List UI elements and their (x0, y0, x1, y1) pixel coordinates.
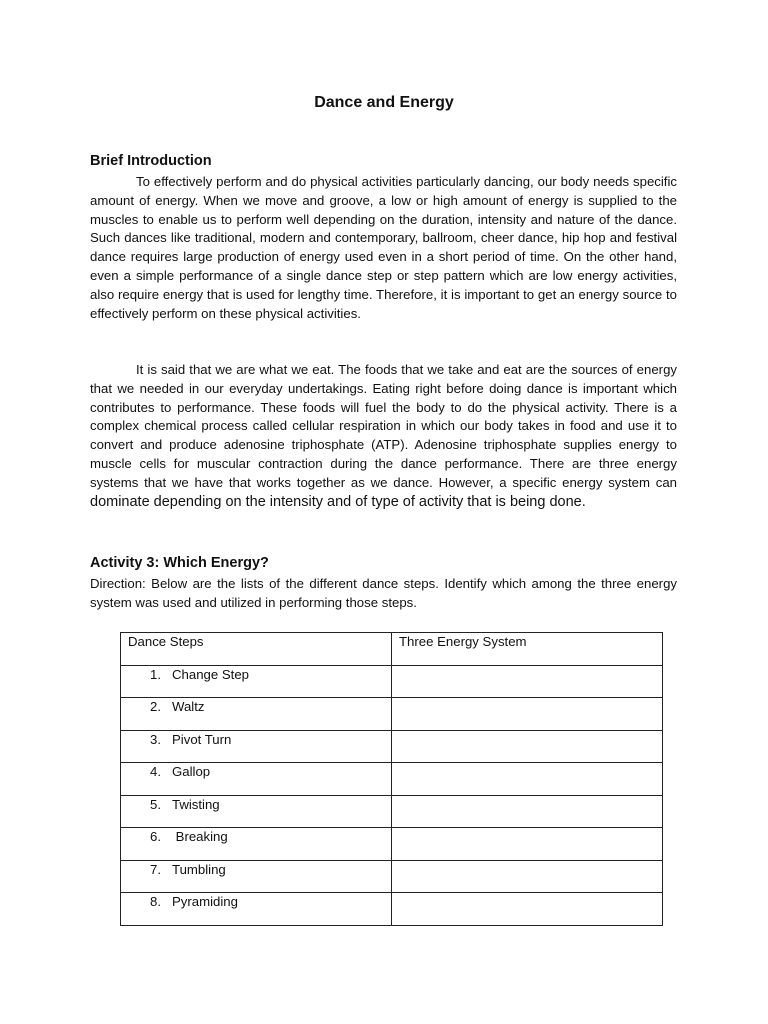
step-name: Waltz (172, 699, 205, 714)
step-name: Breaking (172, 829, 228, 844)
table-row (121, 795, 663, 828)
table-row (121, 730, 663, 763)
energy-system-answer[interactable] (392, 796, 662, 797)
dance-step-cell (121, 698, 392, 731)
dance-step-cell (121, 730, 392, 763)
energy-system-answer-cell[interactable] (392, 698, 663, 731)
energy-system-answer-cell[interactable] (392, 665, 663, 698)
energy-system-answer[interactable] (392, 861, 662, 862)
energy-system-answer[interactable] (392, 828, 662, 829)
step-name: Gallop (172, 764, 211, 779)
table-row (121, 698, 663, 731)
dance-step-cell (121, 795, 392, 828)
dance-step-cell (121, 828, 392, 861)
energy-system-answer-cell[interactable] (392, 795, 663, 828)
energy-system-answer-cell[interactable] (392, 828, 663, 861)
header-cell-dance-steps (121, 633, 392, 666)
energy-system-answer[interactable] (392, 666, 662, 667)
header-cell-energy-system (392, 633, 663, 666)
header-dance-steps-label: Dance Steps (128, 634, 204, 649)
table-row (121, 763, 663, 796)
energy-system-answer-cell[interactable] (392, 860, 663, 893)
energy-system-answer[interactable] (392, 763, 662, 764)
step-number: 5. (150, 796, 161, 812)
intro-paragraph-2 (90, 361, 677, 511)
step-number: 7. (150, 861, 161, 877)
table-row (121, 828, 663, 861)
dance-step-cell (121, 893, 392, 926)
energy-system-answer[interactable] (392, 698, 662, 699)
step-number: 1. (150, 666, 161, 682)
intro-paragraph-2-text-b: dominate depending on the intensity and of type of activity that is being done. (90, 493, 586, 510)
table-row (121, 893, 663, 926)
step-name: Pyramiding (172, 894, 238, 909)
energy-system-answer-cell[interactable] (392, 763, 663, 796)
header-energy-system-label: Three Energy System (399, 634, 527, 649)
step-number: 3. (150, 731, 161, 747)
table-row (121, 860, 663, 893)
step-number: 2. (150, 699, 161, 714)
direction-text: Direction: Below are the lists of the different dance steps. Identify which among the three energy system was used and utilized in performing those steps. (90, 576, 677, 610)
table-header-row (121, 633, 663, 666)
dance-step-cell (121, 860, 392, 893)
energy-system-answer-cell[interactable] (392, 730, 663, 763)
document-title: Dance and Energy (314, 94, 454, 111)
table-row (121, 665, 663, 698)
energy-system-answer[interactable] (392, 731, 662, 732)
intro-paragraph-1-text: To effectively perform and do physical activities particularly dancing, our body needs specific amount of energy. When we move and groove, a low or high amount of energy is supplied to the muscles to enable us to perform well depending on the duration, intensity and nature of the dance. Such dances like traditional, modern and contemporary, ballroom, cheer dance, hip hop and festival dance requires large production of energy used even in a short period of time. On the other hand, even a simple performance of a single dance step or step pattern which are low energy activities, also require energy that is used for lengthy time. Therefore, it is important to get an energy source to effectively perform on these physical activities. (90, 174, 677, 321)
activity-heading: Activity 3: Which Energy? (90, 555, 269, 571)
intro-paragraph-1 (90, 173, 677, 323)
step-number: 8. (150, 894, 161, 909)
energy-system-answer-cell[interactable] (392, 893, 663, 926)
step-name: Pivot Turn (172, 731, 232, 747)
dance-steps-table (120, 632, 663, 926)
step-number: 6. (150, 829, 161, 844)
step-name: Twisting (172, 796, 220, 812)
step-name: Change Step (172, 666, 249, 682)
energy-system-answer[interactable] (392, 893, 662, 894)
dance-step-cell (121, 763, 392, 796)
intro-paragraph-2-text-a: It is said that we are what we eat. The foods that we take and eat are the sources of energy that we needed in our everyday undertakings. Eating right before doing dance is important which contributes to performance. These foods will fuel the body to do the physical activity. There is a complex chemical process called cellular respiration in which our body takes in food and use it to convert and produce adenosine triphosphate (ATP). Adenosine triphosphate supplies energy to muscle cells for muscular contraction during the dance performance. There are three energy systems that we have that works together as we dance. However, a specific energy system can (90, 362, 677, 490)
step-name: Tumbling (172, 861, 226, 877)
dance-step-cell (121, 665, 392, 698)
intro-heading: Brief Introduction (90, 153, 212, 169)
step-number: 4. (150, 764, 161, 779)
